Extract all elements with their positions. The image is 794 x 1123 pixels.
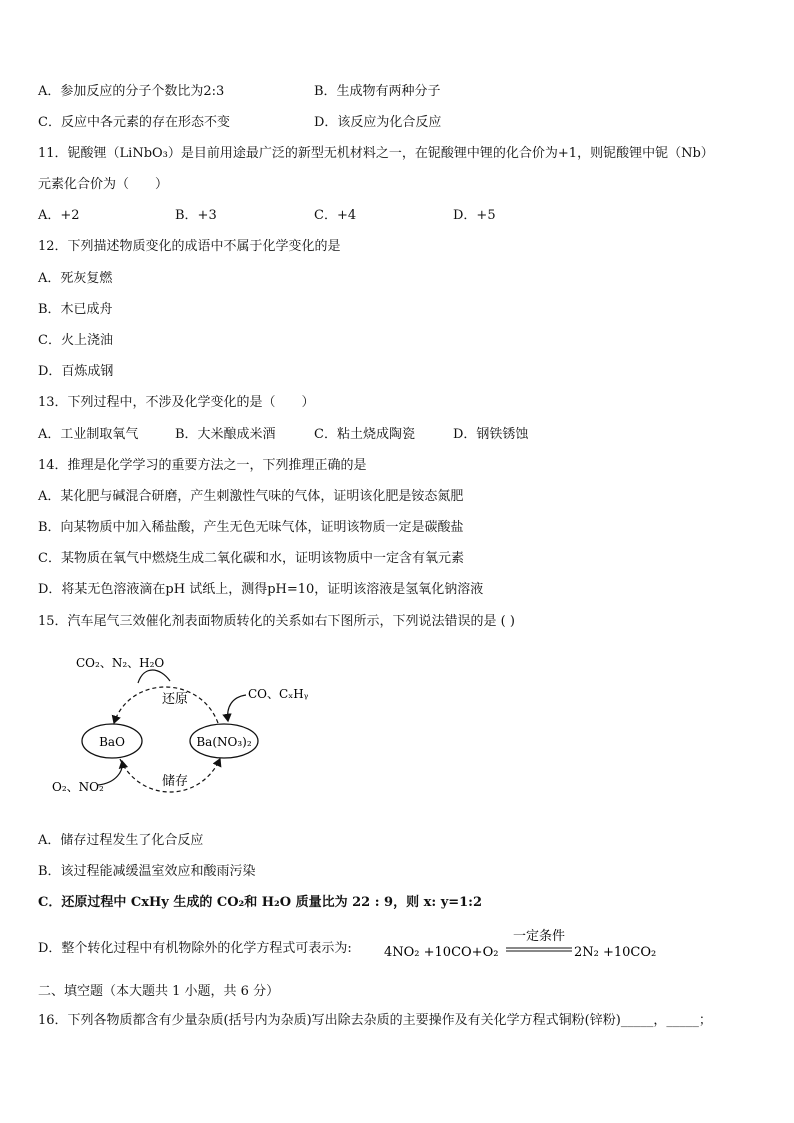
ba-nitrate-label: Ba(NO₃)₂ — [196, 735, 252, 749]
q11-option-d: D．+5 — [453, 208, 496, 223]
q13-option-a: A．工业制取氧气 — [38, 427, 139, 442]
equation-lhs: 4NO₂ +10CO+O₂ — [384, 945, 499, 960]
q12-option-a: A．死灰复燃 — [38, 271, 113, 286]
q14-option-d: D．将某无色溶液滴在pH 试纸上，测得pH=10，证明该溶液是氢氧化钠溶液 — [38, 582, 484, 597]
products-label: CO₂、N₂、H₂O — [76, 656, 165, 670]
q13-stem: 13．下列过程中，不涉及化学变化的是（ ） — [38, 395, 315, 410]
products-arrow — [138, 670, 170, 683]
q12-option-d: D．百炼成钢 — [38, 364, 114, 379]
q13-option-b: B．大米酿成米酒 — [175, 427, 276, 442]
bao-label: BaO — [99, 735, 125, 749]
q12-option-c: C．火上浇油 — [38, 333, 113, 348]
q10-option-d: D．该反应为化合反应 — [314, 115, 442, 130]
oxidants-label: O₂、NO₂ — [52, 780, 104, 794]
q10-option-c: C．反应中各元素的存在形态不变 — [38, 115, 230, 130]
q14-option-a: A．某化肥与碱混合研磨，产生刺激性气味的气体，证明该化肥是铵态氮肥 — [38, 489, 464, 504]
reductants-label: CO、CₓHᵧ — [248, 687, 309, 701]
reduce-label: 还原 — [161, 692, 189, 707]
q12-option-b: B．木已成舟 — [38, 302, 113, 317]
q11-option-c: C．+4 — [314, 208, 357, 223]
q11-option-a: A．+2 — [38, 208, 80, 223]
q15-option-d: D．整个转化过程中有机物除外的化学方程式可表示为: — [38, 941, 352, 956]
q14-stem: 14．推理是化学学习的重要方法之一，下列推理正确的是 — [38, 458, 367, 473]
q15-option-a: A．储存过程发生了化合反应 — [38, 833, 204, 848]
equation-rhs: 2N₂ +10CO₂ — [574, 945, 657, 960]
q15-option-c: C．还原过程中 CxHy 生成的 CO₂和 H₂O 质量比为 22 : 9，则 x: y=1:2 — [38, 895, 483, 910]
q11-option-b: B．+3 — [175, 208, 217, 223]
q13-option-c: C．粘土烧成陶瓷 — [314, 427, 415, 442]
q13-option-d: D．钢铁锈蚀 — [453, 427, 529, 442]
reductants-arrow — [228, 695, 246, 721]
catalyst-cycle-diagram — [40, 645, 340, 805]
section2-title: 二、填空题（本大题共 1 小题，共 6 分） — [38, 984, 280, 999]
q15-equation — [384, 922, 684, 966]
q14-option-c: C．某物质在氧气中燃烧生成二氧化碳和水，证明该物质中一定含有氧元素 — [38, 551, 464, 566]
equation-condition: 一定条件 — [512, 929, 566, 944]
store-label: 储存 — [161, 774, 189, 789]
q11-stem-line1: 11．铌酸锂（LiNbO₃）是目前用途最广泛的新型无机材料之一，在铌酸锂中锂的化合价为+1，则铌酸锂中铌（Nb） — [38, 146, 714, 161]
q12-stem: 12．下列描述物质变化的成语中不属于化学变化的是 — [38, 239, 341, 254]
q10-option-a: A．参加反应的分子个数比为2:3 — [38, 84, 225, 99]
q15-option-b: B．该过程能减缓温室效应和酸雨污染 — [38, 864, 256, 879]
q16-stem: 16．下列各物质都含有少量杂质(括号内为杂质)写出除去杂质的主要操作及有关化学方程式铜粉(锌粉)_____，_____； — [38, 1013, 712, 1028]
q14-option-b: B．向某物质中加入稀盐酸，产生无色无味气体，证明该物质一定是碳酸盐 — [38, 520, 464, 535]
q11-stem-line2: 元素化合价为（ ） — [38, 177, 169, 192]
q15-stem: 15．汽车尾气三效催化剂表面物质转化的关系如右下图所示，下列说法错误的是 ( ) — [38, 614, 515, 629]
q10-option-b: B．生成物有两种分子 — [314, 84, 441, 99]
